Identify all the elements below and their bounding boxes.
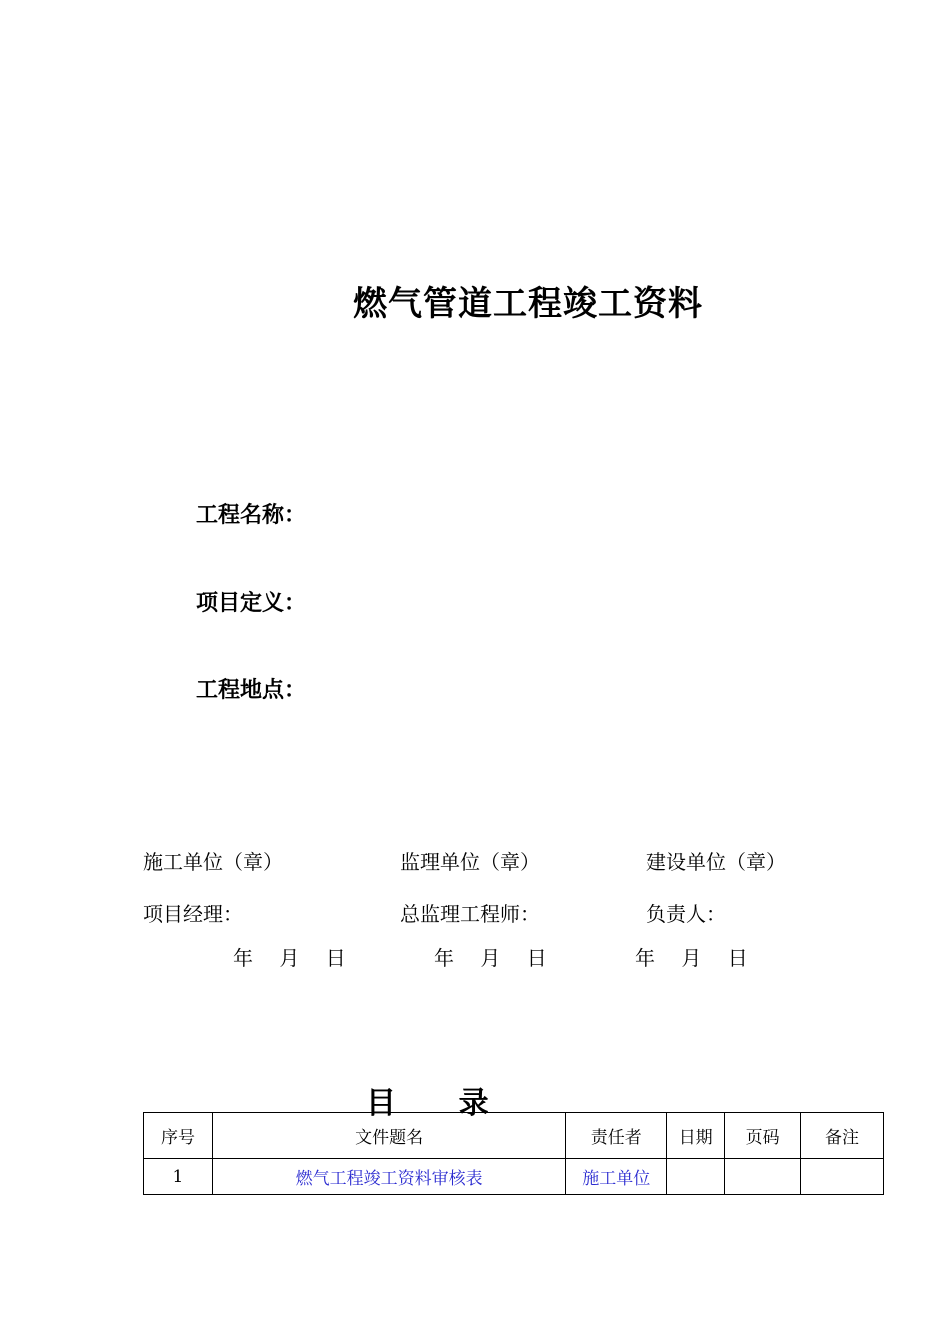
header-remarks: 备注: [801, 1113, 884, 1159]
supervision-unit-seal-label: 监理单位（章）: [400, 850, 540, 874]
construction-unit-date: 年 月 日: [233, 946, 346, 970]
toc-header-row: [144, 1113, 884, 1159]
header-file-title: 文件题名: [212, 1113, 565, 1159]
row-index: 1: [144, 1159, 213, 1195]
field-project-location-label: 工程地点：: [196, 677, 307, 703]
field-project-definition-label: 项目定义：: [196, 590, 307, 616]
document-title: 燃气管道工程竣工资料: [353, 284, 703, 324]
row-responsible-link[interactable]: 施工单位: [566, 1159, 667, 1195]
table-row: [144, 1159, 884, 1195]
responsible-person-label: 负责人：: [646, 902, 726, 926]
row-date: [667, 1159, 725, 1195]
toc-title: 目 录: [366, 1086, 489, 1121]
field-project-name-label: 工程名称：: [196, 502, 307, 528]
header-responsible: 责任者: [566, 1113, 667, 1159]
header-date: 日期: [667, 1113, 725, 1159]
row-page: [725, 1159, 801, 1195]
project-manager-label: 项目经理：: [143, 902, 243, 926]
toc-table: [143, 1112, 884, 1195]
row-file-title-link[interactable]: 燃气工程竣工资料审核表: [212, 1159, 565, 1195]
construction-unit-seal-label: 施工单位（章）: [143, 850, 283, 874]
supervision-unit-date: 年 月 日: [434, 946, 547, 970]
header-index: 序号: [144, 1113, 213, 1159]
owner-unit-seal-label: 建设单位（章）: [646, 850, 786, 874]
owner-unit-date: 年 月 日: [635, 946, 748, 970]
chief-supervisor-label: 总监理工程师：: [400, 902, 540, 926]
header-page: 页码: [725, 1113, 801, 1159]
row-remarks: [801, 1159, 884, 1195]
